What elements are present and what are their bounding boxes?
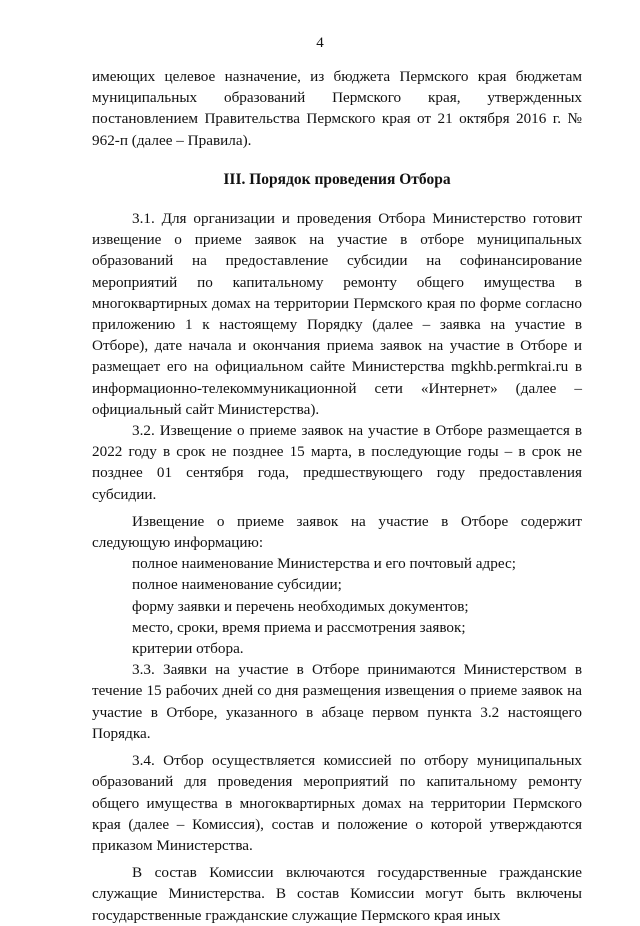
paragraph-3-1: 3.1. Для организации и проведения Отбора Министерство готовит извещение о приеме заявок на участие в отборе муниципальных образований на предоставление субсидии на софинансирование мероприятий по капитальному ремонту общего имущества в многоквартирных домах на территории Пермского края по форме согласно приложению 1 к настоящему Порядку (далее – заявка на участие в Отборе), дате начала и окончания приема заявок на участие в Отборе и размещает его на официальном сайте Министерства mgkhb.permkrai.ru в информационно-телекоммуникационной сети «Интернет» (далее – официальный сайт Министерства).	[92, 210, 582, 418]
paragraph-3-4: 3.4. Отбор осуществляется комиссией по отбору муниципальных образований для проведения мероприятий по капитальному ремонту общего имущества в многоквартирных домах на территории Пермского края (далее – Комиссия), состав и положение о которой утверждаются приказом Министерства.	[92, 752, 582, 854]
list-item: полное наименование субсидии;	[132, 576, 342, 594]
list-item: форму заявки и перечень необходимых документов;	[132, 597, 469, 615]
paragraph-3-2: 3.2. Извещение о приеме заявок на участие в Отборе размещается в 2022 году в срок не позднее 15 марта, в последующие годы – в срок не позднее 01 сентября года, предшествующего году предоставления субсидии.	[92, 422, 582, 503]
intro-paragraph: имеющих целевое назначение, из бюджета Пермского края бюджетам муниципальных образований Пермского края, утвержденных постановлением Правительства Пермского края от 21 октября 2016 г. № 962-п (далее – Правила).	[92, 68, 582, 149]
paragraph-3-3: 3.3. Заявки на участие в Отборе принимаются Министерством в течение 15 рабочих дней со дня размещения извещения о приеме заявок на участие в Отборе, указанного в абзаце первом пункта 3.2 настоящего Порядка.	[92, 661, 582, 742]
commission-members-paragraph: В состав Комиссии включаются государственные гражданские служащие Министерства. В состав Комиссии могут быть включены государственные гражданские служащие Пермского края иных	[92, 864, 582, 924]
document-body	[92, 66, 582, 926]
page-number: 4	[316, 35, 324, 51]
list-item: критерии отбора.	[132, 640, 244, 658]
notice-contents-intro: Извещение о приеме заявок на участие в Отборе содержит следующую информацию:	[92, 512, 582, 552]
list-item: место, сроки, время приема и рассмотрения заявок;	[132, 618, 466, 636]
section-title: III. Порядок проведения Отбора	[223, 170, 451, 188]
list-item: полное наименование Министерства и его почтовый адрес;	[132, 555, 516, 573]
